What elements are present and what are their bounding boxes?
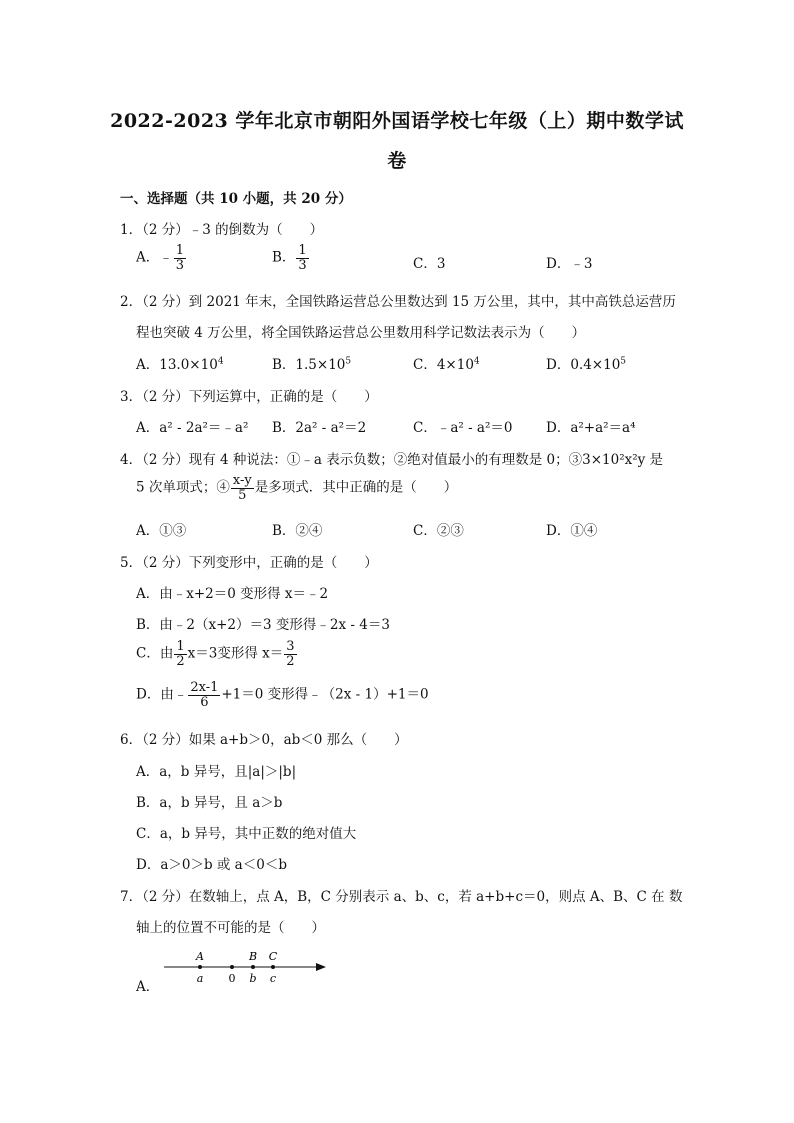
question-2-option-a: A．$13.0\times 10^4$: [136, 356, 224, 373]
question-4-line2: 5 次单项式；④ $\frac{x-y}{5}$ 是多项式．其中正确的是（ ）: [136, 473, 458, 503]
section-heading: 一、选择题（共 10 小题，共 20 分）: [120, 191, 352, 207]
question-1-option-c: C．3: [413, 256, 446, 272]
question-7-number-line: [160, 946, 335, 988]
question-1-option-d: D．﹣3: [546, 256, 593, 272]
question-2-line2: 程也突破 4 万公里，将全国铁路运营总公里数用科学记数法表示为（ ）: [136, 325, 586, 341]
question-2-option-d: D．$0.4\times 10^5$: [546, 356, 627, 373]
question-4-line1: 4．（2 分）现有 4 种说法：①﹣a 表示负数；②绝对值最小的有理数是 0；③3×10²x²y 是: [120, 452, 664, 468]
question-2-option-b: B．$1.5\times 10^5$: [272, 356, 352, 373]
page-title-line2: 卷: [387, 150, 407, 172]
point-label-a-lower: a: [196, 972, 204, 985]
question-1-option-b: B． $\frac{1}{3}$: [272, 243, 307, 273]
question-5-option-b: B．由﹣2（x+2）＝3 变形得﹣2x - 4＝3: [136, 617, 390, 633]
question-6-option-b: B．a，b 异号，且 a＞b: [136, 795, 283, 811]
question-6-stem: 6．（2 分）如果 a+b＞0，ab＜0 那么（ ）: [120, 732, 408, 748]
question-6-option-d: D．a＞0＞b 或 a＜0＜b: [136, 857, 287, 873]
point-label-a-upper: A: [196, 950, 204, 963]
question-1-option-a: A．﹣ $\frac{1}{3}$: [136, 243, 185, 273]
point-label-b-upper: B: [248, 950, 258, 963]
question-5-option-a: A．由﹣x+2＝0 变形得 x＝﹣2: [136, 586, 329, 602]
question-7-line2: 轴上的位置不可能的是（ ）: [136, 920, 325, 936]
question-6-option-a: A．a，b 异号，且|a|＞|b|: [136, 764, 297, 780]
question-5-option-c: C．由 $\frac{1}{2}$ x＝3变形得 x＝ $\frac{3}{2}$: [136, 639, 295, 669]
question-3-stem: 3．（2 分）下列运算中，正确的是（ ）: [120, 389, 378, 405]
question-5-option-d: D．由﹣ $\frac{2x-1}{6}$ +1＝0 变形得﹣（2x - 1）+1＝0: [136, 680, 429, 710]
question-3-option-d: D．a²+a²＝a⁴: [546, 420, 636, 436]
question-7-line1: 7．（2 分）在数轴上，点 A，B，C 分别表示 a、b、c，若 a+b+c＝0，则点 A、B、C 在 数: [120, 889, 683, 905]
question-4-option-d: D．①④: [546, 523, 598, 539]
point-label-c-lower: c: [269, 972, 277, 985]
origin-label: 0: [228, 972, 236, 985]
question-7-option-a-label: A．: [136, 979, 160, 995]
question-4-option-a: A．①③: [136, 523, 187, 539]
point-label-c-upper: C: [268, 950, 278, 963]
point-label-b-lower: b: [249, 972, 257, 985]
question-4-option-c: C．②③: [413, 523, 464, 539]
page-title-line1: 2022-2023 学年北京市朝阳外国语学校七年级（上）期中数学试: [110, 110, 684, 132]
question-6-option-c: C．a，b 异号，其中正数的绝对值大: [136, 826, 357, 842]
question-2-option-c: C．$4\times 10^4$: [413, 356, 480, 373]
question-5-stem: 5．（2 分）下列变形中，正确的是（ ）: [120, 555, 378, 571]
question-1-stem: 1．（2 分）﹣3 的倒数为（ ）: [120, 222, 324, 238]
question-2-line1: 2．（2 分）到 2021 年末，全国铁路运营总公里数达到 15 万公里，其中，其中高铁总运营历: [120, 294, 676, 310]
question-4-option-b: B．②④: [272, 523, 323, 539]
question-3-option-c: C．﹣a² - a²＝0: [413, 420, 513, 436]
question-3-option-a: A．a² - 2a²＝﹣a²: [136, 420, 249, 436]
question-3-option-b: B．2a² - a²＝2: [272, 420, 367, 436]
